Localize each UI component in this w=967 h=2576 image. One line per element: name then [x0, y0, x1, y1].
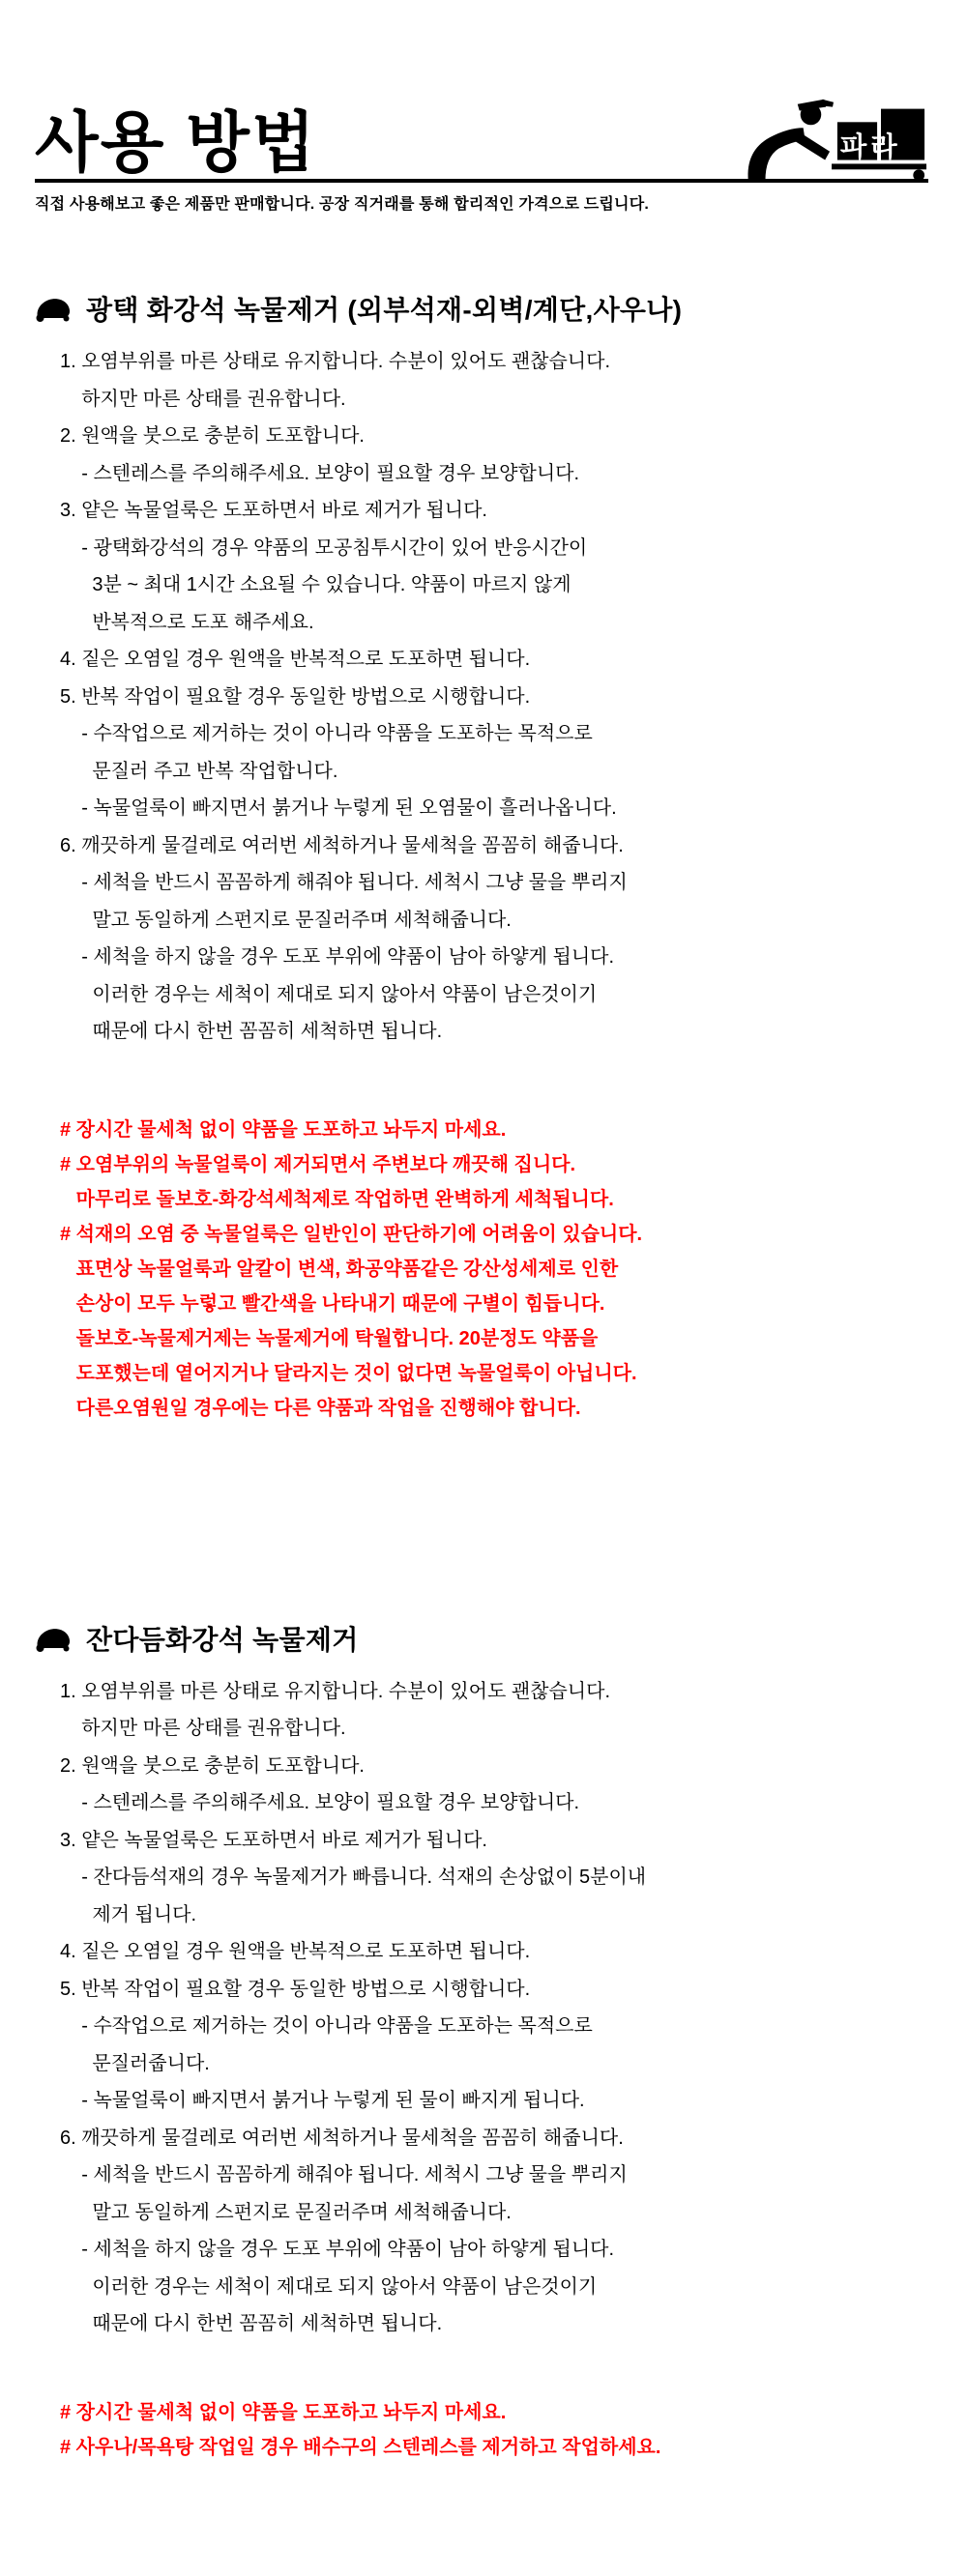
step-line: 5. 반복 작업이 필요할 경우 동일한 방법으로 시행합니다. [60, 685, 531, 708]
tagline: 직접 사용해보고 좋은 제품만 판매합니다. 공장 직거래를 통해 합리적인 가격으로 드립니다. [35, 196, 650, 213]
step-line: - 스텐레스를 주의해주세요. 보양이 필요할 경우 보양합니다. [60, 462, 580, 484]
warning-line: # 장시간 물세척 없이 약품을 도포하고 놔두지 마세요. [60, 1118, 507, 1141]
step-line: - 수작업으로 제거하는 것이 아니라 약품을 도포하는 목적으로 [60, 723, 593, 744]
delivery-person-icon [747, 100, 834, 181]
step-line: 2. 원액을 붓으로 충분히 도포합니다. [60, 425, 365, 447]
step-line: 1. 오염부위를 마른 상태로 유지합니다. 수분이 있어도 괜찮습니다. [60, 351, 611, 372]
step-line: - 세척을 반드시 꼼꼼하게 해줘야 됩니다. 세척시 그냥 물을 뿌리지 [60, 872, 628, 893]
brand-logo [739, 93, 928, 182]
warning-line: # 사우나/목욕탕 작업일 경우 배수구의 스텐레스를 제거하고 작업하세요. [60, 2436, 661, 2458]
step-line: 4. 짙은 오염일 경우 원액을 반복적으로 도포하면 됩니다. [60, 1941, 531, 1962]
step-line: - 녹물얼룩이 빠지면서 붉거나 누렇게 된 오염물이 흘러나옵니다. [60, 797, 617, 819]
warnings-list [60, 2395, 928, 2465]
step-line: 하지만 마른 상태를 권유합니다. [60, 1718, 346, 1739]
section-title: 광택 화강석 녹물제거 (외부석재-외벽/계단,사우나) [86, 295, 683, 325]
warning-line: 다른오염원일 경우에는 다른 약품과 작업을 진행해야 합니다. [60, 1397, 581, 1419]
section-header [35, 1619, 928, 1658]
warning-line: # 장시간 물세척 없이 약품을 도포하고 놔두지 마세요. [60, 2401, 507, 2423]
step-line: 제거 됩니다. [60, 1903, 197, 1925]
section-bush-hammered-granite [35, 1619, 928, 2465]
step-line: 반복적으로 도포 해주세요. [60, 611, 314, 633]
step-line: - 녹물얼룩이 빠지면서 붉거나 누렇게 된 물이 빠지게 됩니다. [60, 2090, 585, 2111]
warning-line: 마무리로 돌보호-화강석세척제로 작업하면 완벽하게 세척됩니다. [60, 1188, 614, 1210]
step-line: 1. 오염부위를 마른 상태로 유지합니다. 수분이 있어도 괜찮습니다. [60, 1680, 611, 1702]
step-line: - 광택화강석의 경우 약품의 모공침투시간이 있어 반응시간이 [60, 536, 588, 559]
step-line: 말고 동일하게 스펀지로 문질러주며 세척해줍니다. [60, 909, 512, 931]
step-line: - 세척을 하지 않을 경우 도포 부위에 약품이 남아 하얗게 됩니다. [60, 2239, 615, 2260]
section-polished-granite [35, 289, 928, 1426]
step-line: 하지만 마른 상태를 권유합니다. [60, 388, 346, 410]
section-title: 잔다듬화강석 녹물제거 [86, 1624, 359, 1655]
warning-line: 돌보호-녹물제거제는 녹물제거에 탁월합니다. 20분정도 약품을 [60, 1327, 599, 1349]
step-line: - 수작업으로 제거하는 것이 아니라 약품을 도포하는 목적으로 [60, 2015, 593, 2037]
step-line: 말고 동일하게 스펀지로 문질러주며 세척해줍니다. [60, 2201, 512, 2223]
step-line: 3. 얕은 녹물얼룩은 도포하면서 바로 제거가 됩니다. [60, 1829, 487, 1851]
stone-blob-icon [35, 1624, 73, 1653]
warning-line: 표면상 녹물얼룩과 알칼이 변색, 화공약품같은 강산성세제로 인한 [60, 1258, 619, 1280]
step-line: - 세척을 반드시 꼼꼼하게 해줘야 됩니다. 세척시 그냥 물을 뿌리지 [60, 2164, 628, 2185]
step-line: - 잔다듬석재의 경우 녹물제거가 빠릅니다. 석재의 손상없이 5분이내 [60, 1867, 647, 1888]
step-line: 이러한 경우는 세척이 제대로 되지 않아서 약품이 남은것이기 [60, 2275, 598, 2298]
masthead-row [35, 93, 928, 183]
step-line: 문질러 주고 반복 작업합니다. [60, 760, 338, 782]
step-line: 3분 ~ 최대 1시간 소요될 수 있습니다. 약품이 마르지 않게 [60, 574, 571, 595]
step-line: 때문에 다시 한번 꼼꼼히 세척하면 됩니다. [60, 2313, 443, 2334]
step-line: 6. 깨끗하게 물걸레로 여러번 세척하거나 물세척을 꼼꼼히 해줍니다. [60, 834, 624, 856]
masthead [35, 93, 928, 214]
step-line: 때문에 다시 한번 꼼꼼히 세척하면 됩니다. [60, 1021, 443, 1042]
step-line: 문질러줍니다. [60, 2052, 210, 2074]
step-line: - 세척을 하지 않을 경우 도포 부위에 약품이 남아 하얗게 됩니다. [60, 946, 615, 968]
section-header [35, 289, 928, 328]
warnings-list [60, 1113, 928, 1426]
step-line: 4. 짙은 오염일 경우 원액을 반복적으로 도포하면 됩니다. [60, 649, 531, 670]
step-line: - 스텐레스를 주의해주세요. 보양이 필요할 경우 보양합니다. [60, 1792, 580, 1813]
brand-logo-text: 파라 [839, 131, 901, 163]
step-line: 이러한 경우는 세척이 제대로 되지 않아서 약품이 남은것이기 [60, 983, 598, 1005]
steps-list [60, 343, 928, 1051]
warning-line: 도포했는데 옅어지거나 달라지는 것이 없다면 녹물얼룩이 아닙니다. [60, 1362, 637, 1384]
step-line: 6. 깨끗하게 물걸레로 여러번 세척하거나 물세척을 꼼꼼히 해줍니다. [60, 2127, 624, 2149]
step-line: 2. 원액을 붓으로 충분히 도포합니다. [60, 1754, 365, 1777]
step-line: 3. 얕은 녹물얼룩은 도포하면서 바로 제거가 됩니다. [60, 500, 487, 521]
page-title: 사용 방법 [35, 106, 317, 180]
warning-line: # 오염부위의 녹물얼룩이 제거되면서 주변보다 깨끗해 집니다. [60, 1153, 576, 1175]
steps-list [60, 1673, 928, 2343]
warning-line: 손상이 모두 누렇고 빨간색을 나타내기 때문에 구별이 힘듭니다. [60, 1292, 605, 1315]
warning-line: # 석재의 오염 중 녹물얼룩은 일반인이 판단하기에 어려움이 있습니다. [60, 1223, 643, 1245]
step-line: 5. 반복 작업이 필요할 경우 동일한 방법으로 시행합니다. [60, 1978, 531, 2000]
stone-blob-icon [35, 294, 73, 323]
